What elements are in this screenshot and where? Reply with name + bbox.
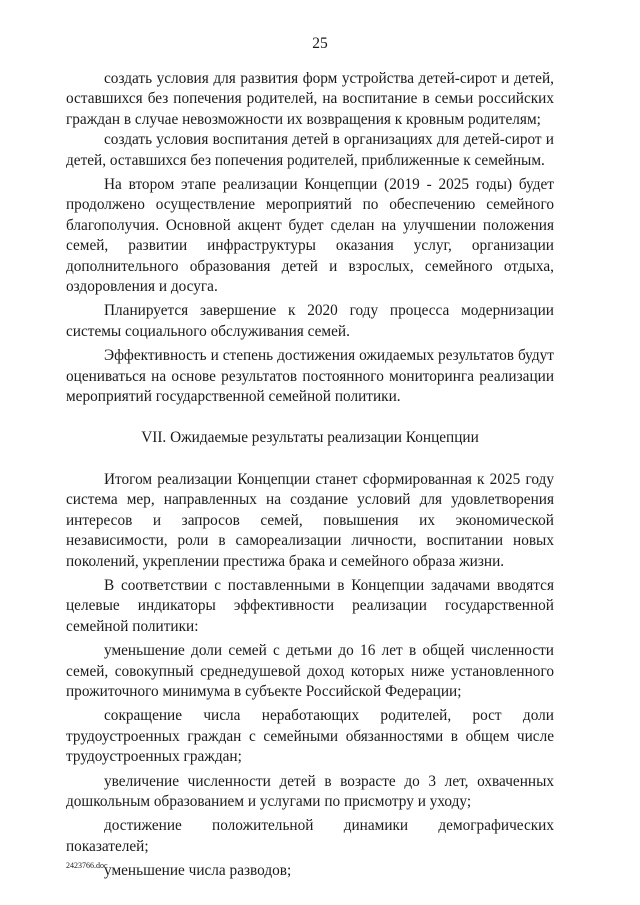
paragraph: уменьшение числа разводов; <box>104 862 292 880</box>
section-heading: VII. Ожидаемые результаты реализации Концепции <box>141 428 479 446</box>
paragraph: создать условия для развития форм устройства детей-сирот и детей, оставшихся без попечения родителей, на воспитание в семьи российских граждан в случае невозможности их возвращения к кровным родителям; <box>66 70 554 128</box>
paragraph: Эффективность и степень достижения ожидаемых результатов будут оцениваться на основе результатов постоянного мониторинга реализации мероприятий государственной семейной политики. <box>66 347 554 406</box>
paragraph: достижение положительной динамики демографических показателей; <box>66 817 554 855</box>
paragraph: В соответствии с поставленными в Концепции задачами вводятся целевые индикаторы эффективности реализации государственной семейной политики: <box>66 576 554 635</box>
footer-document-code: 2423766.doc <box>66 861 108 870</box>
document-body <box>66 69 554 882</box>
page-number: 25 <box>312 35 328 52</box>
paragraph: уменьшение доли семей с детьми до 16 лет в общей численности семей, совокупный среднедушевой доход которых ниже установленного прожиточного минимума в субъекте Российской Федерации; <box>66 642 554 700</box>
paragraph: Планируется завершение к 2020 году процесса модернизации системы социального обслуживания семей. <box>66 302 554 340</box>
paragraph: На втором этапе реализации Концепции (2019 - 2025 годы) будет продолжено осуществление мероприятий по обеспечению семейного благополучия. Основной акцент будет сделан на улучшении положения семей, развитии инфраструктуры оказания услуг, организации дополнительного образования детей и взрослых, семейного отдыха, оздоровления и досуга. <box>66 176 554 296</box>
paragraph: Итогом реализации Концепции станет сформированная к 2025 году система мер, направленных на создание условий для удовлетворения интересов и запросов семей, повышения их экономической независимости, роли в самореализации личности, воспитании новых поколений, укреплении престижа брака и семейного образа жизни. <box>66 470 554 570</box>
paragraph: сокращение числа неработающих родителей, рост доли трудоустроенных граждан с семейными обязанностями в общем числе трудоустроенных граждан; <box>66 707 554 766</box>
paragraph: создать условия воспитания детей в организациях для детей-сирот и детей, оставшихся без попечения родителей, приближенные к семейным. <box>66 131 554 169</box>
paragraph: увеличение численности детей в возрасте до 3 лет, охваченных дошкольным образованием и услугами по присмотру и уходу; <box>66 772 554 810</box>
